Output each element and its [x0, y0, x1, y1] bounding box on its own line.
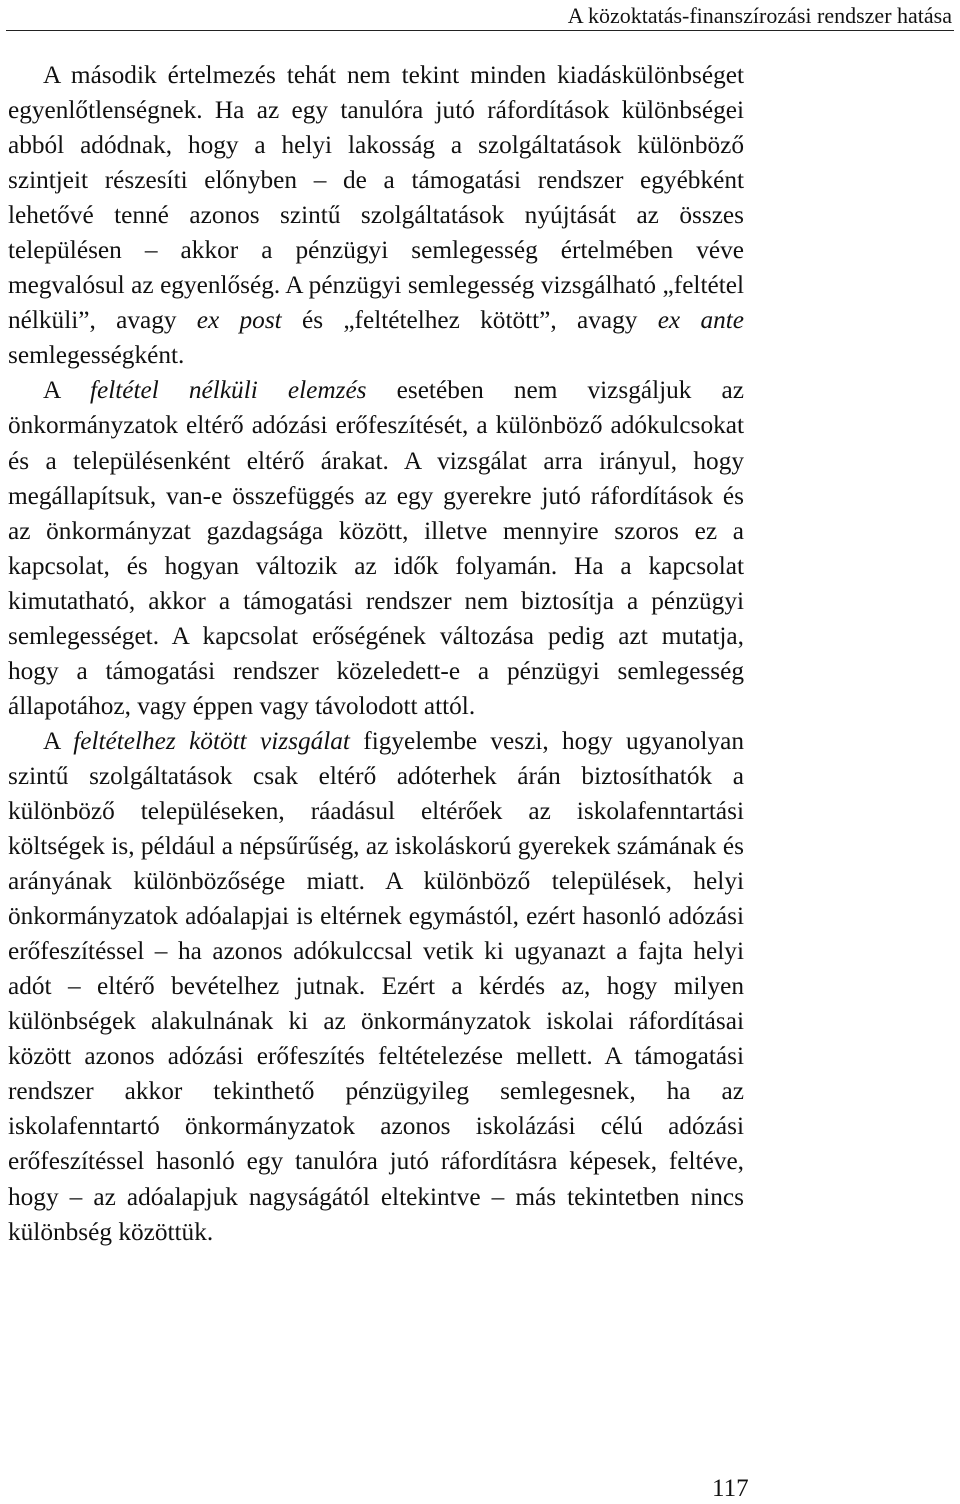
paragraph-2-segment-1: A	[43, 376, 90, 405]
paragraph-3-segment-1: A	[43, 726, 74, 755]
paragraph-1	[8, 58, 744, 373]
paragraph-1-segment-5: semlegességként.	[8, 341, 185, 370]
header-rule	[6, 30, 954, 31]
paragraph-3-segment-3: figyelembe veszi, hogy ugyanolyan szintű szolgáltatások csak eltérő adóterhek árán biztosíthatók a különböző településeken, ráadásul eltérőek az iskolafenntartási költségek is, például a népsűrűség, az iskoláskorú gyerekek számának és arányának különbözősége miatt. A különböző települések, helyi önkormányzatok adóalapjai is eltérnek egymástól, ezért hasonló adózási erőfeszítéssel – ha azonos adókulccsal vetik ki ugyanazt a fajta helyi adót – eltérő bevételhez jutnak. Ezért a kérdés az, hogy milyen különbségek alakulnának ki az önkormányzatok iskolai ráfordításai között azonos adózási erőfeszítés feltételezése mellett. A támogatási rendszer akkor tekinthető pénzügyileg semlegesnek, ha az iskolafenntartó önkormányzatok azonos iskolázási célú adózási erőfeszítéssel hasonló egy tanulóra jutó ráfordításra képesek, feltéve, hogy – az adóalapjuk nagyságától eltekintve – más tekintetben nincs különbség közöttük.	[8, 726, 744, 1246]
paragraph-3	[8, 724, 744, 1250]
paragraph-1-segment-2: ex post	[196, 306, 282, 335]
paragraph-2	[8, 373, 744, 723]
paragraph-2-segment-3: esetében nem vizsgáljuk az önkormányzatok eltérő adózási erőfeszítését, a különböző adókulcsokat és a településenként eltérő árakat. A vizsgálat arra irányul, hogy megállapítsuk, van-e összefüggés az egy gyerekre jutó ráfordítások és az önkormányzat gazdagsága között, illetve mennyire szoros ez a kapcsolat, és hogyan változik az idők folyamán. Ha a kapcsolat kimutatható, akkor a támogatási rendszer nem biztosítja a pénzügyi semlegességet. A kapcsolat erőségének változása pedig azt mutatja, hogy a támogatási rendszer közeledett-e a pénzügyi semlegesség állapotához, vagy éppen vagy távolodott attól.	[8, 376, 745, 720]
paragraph-3-segment-2: feltételhez kötött vizsgálat	[73, 726, 350, 755]
paragraph-1-segment-1: A második értelmezés tehát nem tekint minden kiadáskülönbséget egyenlőtlenségnek. Ha az egy tanulóra jutó ráfordítások különbségei abból adódnak, hogy a helyi lakosság a szolgáltatások különböző szintjeit részesíti előnyben – de a támogatási rendszer egyébként lehetővé tenné azonos szintű szolgáltatások nyújtását az összes településen – akkor a pénzügyi semlegesség értelmében véve megvalósul az egyenlőség. A pénzügyi semlegesség vizsgálható „feltétel nélküli”, avagy	[8, 61, 744, 335]
running-header: A közoktatás-finanszírozási rendszer hatása	[567, 3, 952, 28]
page-number: 117	[712, 1475, 749, 1502]
paragraph-2-segment-2: feltétel nélküli elemzés	[89, 376, 367, 405]
body-text	[8, 58, 744, 1250]
paragraph-1-segment-3: és „feltételhez kötött”, avagy	[281, 306, 658, 335]
paragraph-1-segment-4: ex ante	[657, 306, 744, 335]
